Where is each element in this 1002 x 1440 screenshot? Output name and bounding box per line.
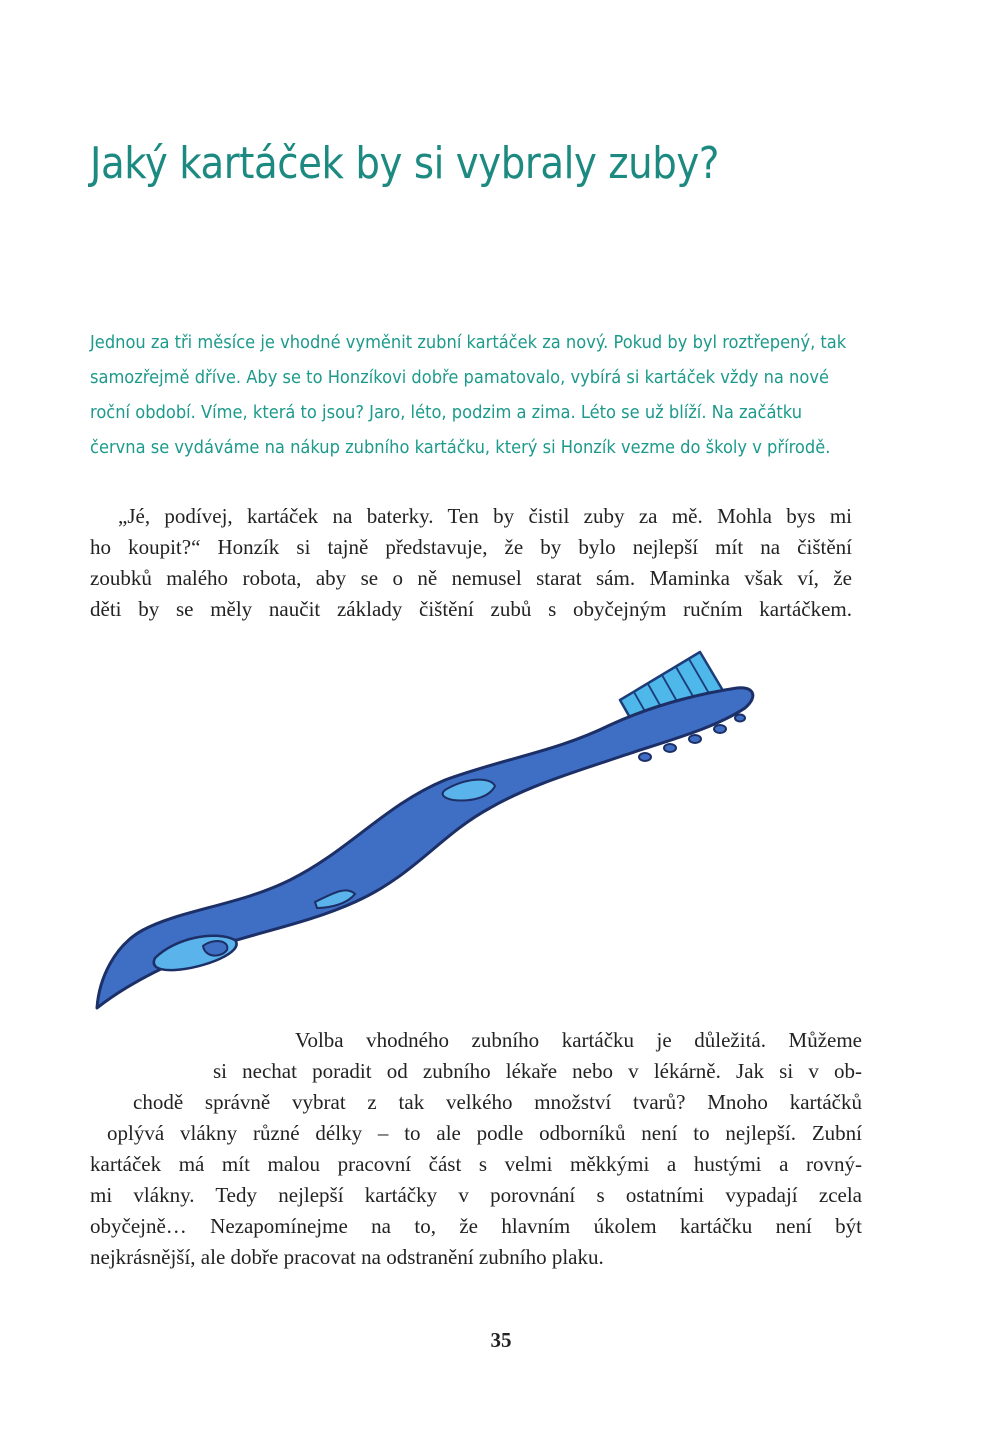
- choice-line: mi vlákny. Tedy nejlepší kartáčky v porovnání s ostatními vypadají zcela: [90, 1183, 862, 1207]
- intro-line: roční období. Víme, která to jsou? Jaro, léto, podzim a zima. Léto se už blíží. Na začátku: [90, 403, 803, 423]
- quote-paragraph: [90, 501, 852, 625]
- choice-line: chodě správně vybrat z tak velkého množství tvarů? Mnoho kartáčků: [133, 1090, 862, 1114]
- choice-line: si nechat poradit od zubního lékaře nebo v lékárně. Jak si v ob-: [213, 1059, 862, 1083]
- intro-paragraph: [90, 326, 950, 466]
- page-number: 35: [490, 1328, 512, 1352]
- quote-line: zoubků malého robota, aby se o ně nemusel starat sám. Maminka však ví, že: [90, 566, 852, 590]
- choice-line: nejkrásnější, ale dobře pracovat na odstranění zubního plaku.: [90, 1245, 604, 1269]
- intro-line: Jednou za tři měsíce je vhodné vyměnit zubní kartáček za nový. Pokud by byl roztřepený, tak: [90, 333, 847, 353]
- toothbrush-icon: [85, 640, 765, 1020]
- choice-line: oplývá vlákny různé délky – to ale podle odborníků není to nejlepší. Zubní: [107, 1121, 862, 1145]
- choice-line: kartáček má mít malou pracovní část s velmi měkkými a hustými a rovný-: [90, 1152, 862, 1176]
- quote-line: „Jé, podívej, kartáček na baterky. Ten by čistil zuby za mě. Mohla bys mi: [118, 504, 852, 528]
- choice-paragraph: [90, 1025, 862, 1273]
- intro-line: června se vydáváme na nákup zubního kartáčku, který si Honzík vezme do školy v přírodě.: [90, 438, 831, 458]
- choice-line: Volba vhodného zubního kartáčku je důležitá. Můžeme: [295, 1028, 862, 1052]
- choice-line: obyčejně… Nezapomínejme na to, že hlavním úkolem kartáčku není být: [90, 1214, 862, 1238]
- page-title: Jaký kartáček by si vybraly zuby?: [90, 138, 720, 189]
- quote-line: děti by se měly naučit základy čištění zubů s obyčejným ručním kartáčkem.: [90, 597, 852, 621]
- intro-line: samozřejmě dříve. Aby se to Honzíkovi dobře pamatovalo, vybírá si kartáček vždy na nové: [90, 368, 829, 388]
- quote-line: ho koupit?“ Honzík si tajně představuje, že by bylo nejlepší mít na čištění: [90, 535, 852, 559]
